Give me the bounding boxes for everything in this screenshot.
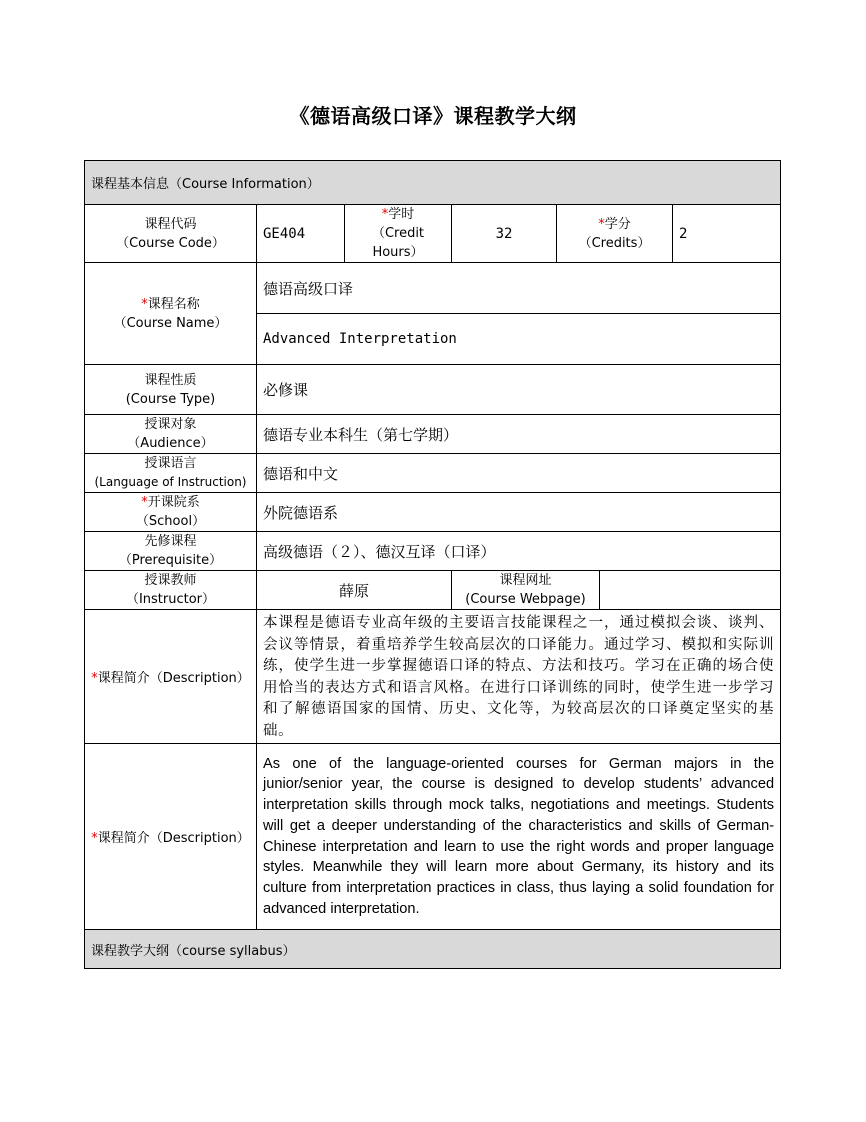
course-name-cn: 德语高级口译 [257, 263, 781, 314]
description-en-label: *课程简介（Description） [85, 744, 257, 930]
audience-label: 授课对象 （Audience） [85, 415, 257, 454]
language-label: 授课语言 (Language of Instruction) [85, 454, 257, 493]
syllabus-header: 课程教学大纲（course syllabus） [85, 930, 781, 969]
school-label: *开课院系 （School） [85, 493, 257, 532]
prerequisite-label: 先修课程 （Prerequisite） [85, 532, 257, 571]
hours-label: *学时 （Credit Hours） [345, 205, 452, 263]
course-type-value: 必修课 [257, 365, 781, 415]
hours-value: 32 [452, 205, 557, 263]
webpage-label: 课程网址 (Course Webpage) [452, 571, 600, 610]
credits-label: *学分 （Credits） [557, 205, 673, 263]
instructor-label: 授课教师 （Instructor） [85, 571, 257, 610]
course-code-value: GE404 [257, 205, 345, 263]
course-name-label: *课程名称 （Course Name） [85, 263, 257, 365]
language-value: 德语和中文 [257, 454, 781, 493]
course-info-table [84, 160, 781, 969]
description-en-text: As one of the language-oriented courses for German majors in the junior/senior year, the course is designed to develop students’ advanced interpretation skills through mock talks, negotiations and meetings. Students will get a deeper understanding of the characteristics and skills of German-Chinese interpretation and learn to use the right words and proper language styles. Meanwhile they will learn more about Germany, its history and its culture from interpretation practices in class, thus laying a solid foundation for advanced interpretation. [257, 744, 781, 930]
description-cn-text: 本课程是德语专业高年级的主要语言技能课程之一，通过模拟会谈、谈判、会议等情景，着重培养学生较高层次的口译能力。通过学习、模拟和实际训练，使学生进一步掌握德语口译的特点、方法和技巧。学习在正确的场合使用恰当的表达方式和语言风格。在进行口译训练的同时，使学生进一步学习和了解德语国家的国情、历史、文化等，为较高层次的口译奠定坚实的基础。 [257, 610, 781, 744]
credits-value: 2 [673, 205, 781, 263]
course-code-label: 课程代码 （Course Code） [85, 205, 257, 263]
audience-value: 德语专业本科生（第七学期） [257, 415, 781, 454]
school-value: 外院德语系 [257, 493, 781, 532]
document-title: 《德语高级口译》课程教学大纲 [289, 104, 577, 128]
course-name-en: Advanced Interpretation [257, 314, 781, 365]
webpage-value[interactable] [600, 571, 781, 610]
description-cn-label: *课程简介（Description） [85, 610, 257, 744]
instructor-value: 薛原 [257, 571, 452, 610]
prerequisite-value: 高级德语（２）、德汉互译（口译） [257, 532, 781, 571]
course-info-header: 课程基本信息（Course Information） [85, 161, 781, 205]
course-type-label: 课程性质 (Course Type) [85, 365, 257, 415]
